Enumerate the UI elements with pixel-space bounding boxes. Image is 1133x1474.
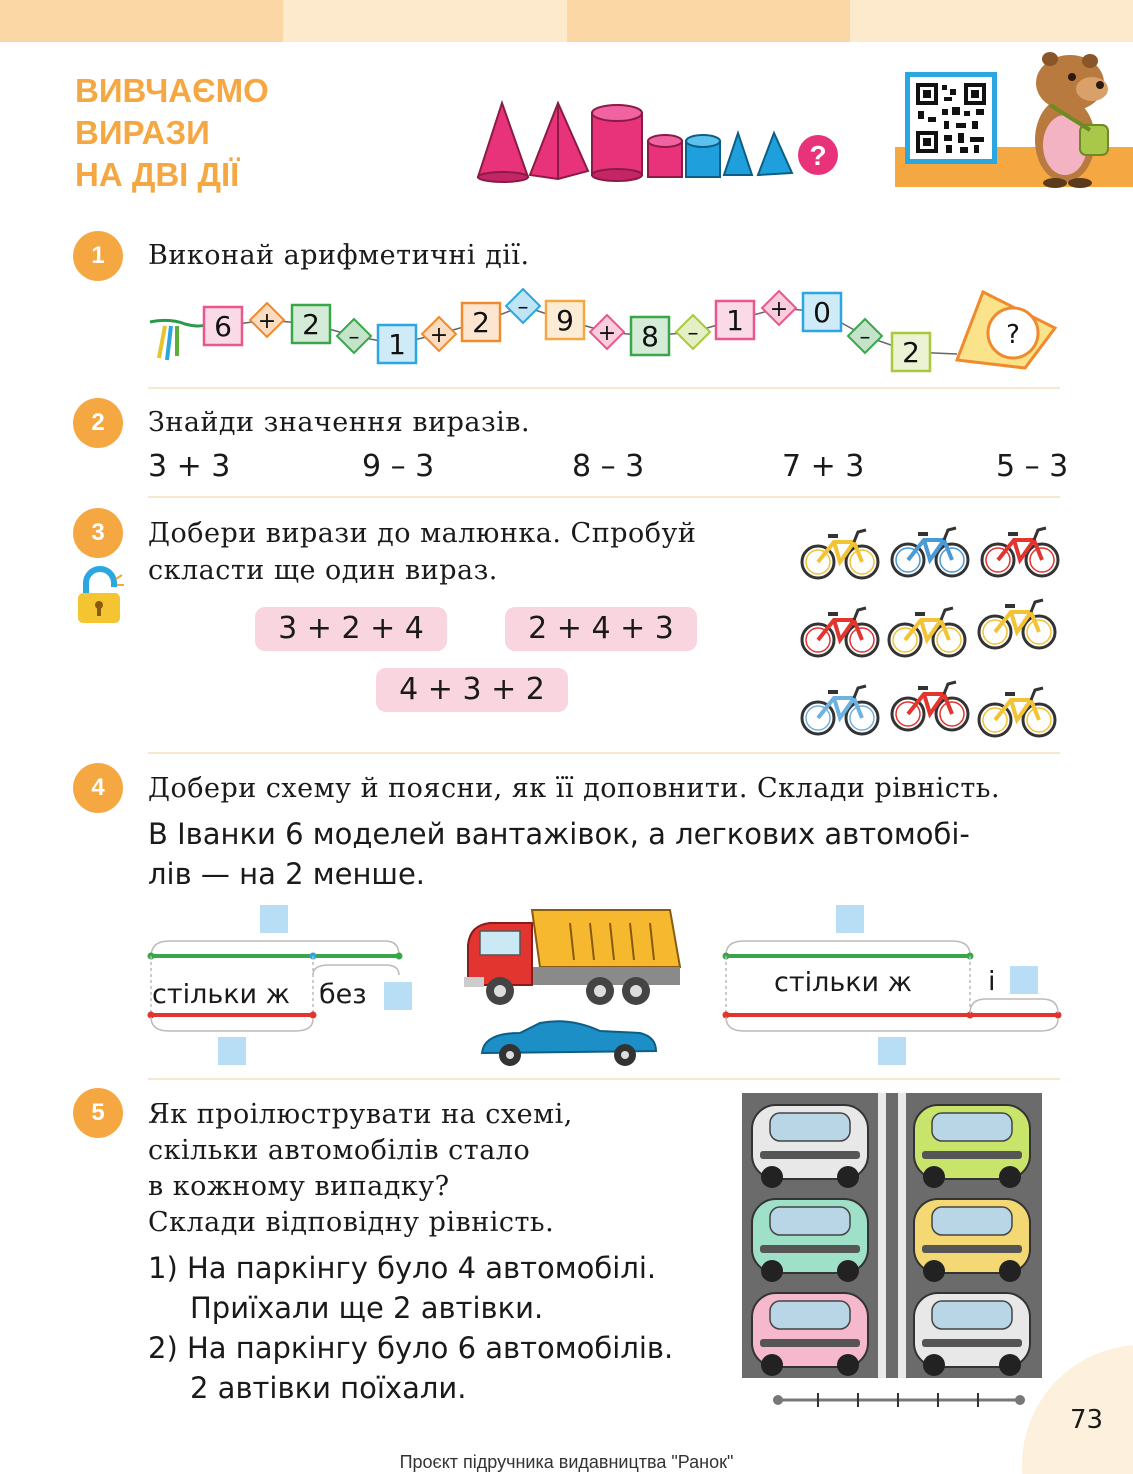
bicycle-icon — [802, 608, 878, 656]
task2-instruction: Знайди значення виразів. — [148, 407, 531, 438]
bicycle-icon — [982, 528, 1058, 576]
expression: 5 – 3 — [996, 449, 1069, 484]
answer-box[interactable] — [878, 1037, 906, 1065]
truck-and-car-illustration — [460, 905, 690, 1075]
chain-operator-diamond — [762, 291, 796, 325]
task-number-badge: 3 — [73, 508, 123, 558]
footer-text: Проєкт підручника видавництва "Ранок" — [399, 1452, 734, 1472]
answer-box[interactable] — [218, 1037, 246, 1065]
svg-text:2: 2 — [302, 308, 320, 341]
lock-icon — [76, 565, 124, 625]
geometric-shapes-illustration — [470, 95, 850, 185]
svg-text:8: 8 — [641, 320, 659, 353]
task4-text-line-2: лів — на 2 менше. — [148, 857, 426, 891]
title-line-1: ВИВЧАЄМО — [75, 72, 269, 109]
parking-lot-illustration — [742, 1093, 1042, 1378]
bicycle-icon — [889, 608, 965, 656]
expression-card: 3 + 2 + 4 — [255, 607, 447, 651]
task1-instruction: Виконай арифметичні дії. — [148, 240, 530, 271]
task3-instruction-line-2: скласти ще один вираз. — [148, 555, 498, 586]
chain-number-card — [378, 325, 416, 363]
svg-text:+: + — [429, 323, 449, 348]
task2-expressions — [148, 447, 1069, 491]
kite-arithmetic-chain — [145, 288, 1065, 378]
scheme-1-label-right: без — [319, 979, 367, 1010]
scheme-1-label-left: стільки ж — [152, 979, 291, 1010]
title-line-3: НА ДВІ ДІЇ — [75, 156, 240, 193]
chain-number-card — [546, 301, 584, 339]
parked-car-icon — [752, 1105, 868, 1188]
task5-instruction-line-4: Склади відповідну рівність. — [148, 1207, 555, 1238]
task5-item-1-line-2: Приїхали ще 2 автівки. — [190, 1291, 544, 1325]
svg-text:1: 1 — [726, 304, 744, 337]
bicycles-illustration — [795, 508, 1065, 740]
task-number-badge: 5 — [73, 1088, 123, 1138]
section-divider — [148, 387, 1060, 389]
svg-text:+: + — [257, 309, 277, 334]
svg-text:+: + — [597, 321, 617, 346]
svg-text:+: + — [769, 297, 789, 322]
bicycle-icon — [892, 528, 968, 576]
svg-text:2: 2 — [472, 306, 490, 339]
page-number: 73 — [1070, 1405, 1104, 1435]
bear-mascot-illustration — [1020, 45, 1115, 190]
task4-instruction: Добери схему й поясни, як її доповнити. Склади рівність. — [148, 773, 1001, 804]
task5-item-2-line-1: 2) На паркінгу було 6 автомобілів. — [148, 1331, 674, 1365]
expression: 9 – 3 — [362, 449, 435, 484]
task-number-badge: 2 — [73, 398, 123, 448]
section-divider — [148, 496, 1060, 498]
chain-operator-diamond — [506, 289, 540, 323]
parked-car-icon — [914, 1199, 1030, 1282]
chain-operator-diamond — [422, 317, 456, 351]
chain-operator-diamond — [337, 319, 371, 353]
kite-tail-ribbons — [150, 320, 207, 360]
shapes-question-mark: ? — [809, 140, 827, 171]
expression-card: 4 + 3 + 2 — [376, 668, 568, 712]
chain-number-card — [631, 317, 669, 355]
qr-code[interactable] — [905, 72, 997, 164]
task-number-badge: 4 — [73, 763, 123, 813]
chain-operator-diamond — [848, 319, 882, 353]
top-color-bar — [0, 0, 1133, 42]
page-title — [75, 70, 269, 196]
chain-number-card — [292, 305, 330, 343]
task4-text-line-1: В Іванки 6 моделей вантажівок, а легкових автомобі- — [148, 817, 970, 851]
task5-instruction-line-1: Як проілюструвати на схемі, — [148, 1099, 573, 1130]
expression: 3 + 3 — [148, 449, 231, 484]
answer-box[interactable] — [260, 905, 288, 933]
answer-box[interactable] — [384, 982, 412, 1010]
svg-text:–: – — [517, 295, 529, 320]
task-number-badge: 1 — [73, 231, 123, 281]
expression: 8 – 3 — [572, 449, 645, 484]
task5-instruction-line-2: скільки автомобілів стало — [148, 1135, 531, 1166]
expression: 7 + 3 — [782, 449, 865, 484]
parked-car-icon — [914, 1293, 1030, 1376]
parked-car-icon — [752, 1199, 868, 1282]
scheme-2-label-right: і — [988, 966, 996, 997]
kite-answer-placeholder: ? — [1006, 320, 1020, 350]
bicycle-icon — [802, 686, 878, 734]
chain-number-card — [803, 293, 841, 331]
svg-text:–: – — [687, 321, 699, 346]
task5-item-1-line-1: 1) На паркінгу було 4 автомобілі. — [148, 1251, 657, 1285]
number-line — [770, 1390, 1030, 1410]
bicycle-icon — [979, 600, 1055, 648]
parked-car-icon — [914, 1105, 1030, 1188]
svg-text:1: 1 — [388, 328, 406, 361]
chain-number-card — [716, 301, 754, 339]
chain-operator-diamond — [250, 303, 284, 337]
answer-box[interactable] — [836, 905, 864, 933]
title-line-2: ВИРАЗИ — [75, 114, 210, 151]
answer-box[interactable] — [1010, 966, 1038, 994]
scheme-2-label-left: стільки ж — [774, 967, 913, 998]
svg-text:9: 9 — [556, 304, 574, 337]
chain-number-card — [462, 303, 500, 341]
svg-text:–: – — [348, 325, 360, 350]
task5-instruction-line-3: в кожному випадку? — [148, 1171, 450, 1202]
chain-operator-diamond — [590, 315, 624, 349]
chain-number-card — [204, 307, 242, 345]
bicycle-icon — [802, 530, 878, 578]
svg-text:6: 6 — [214, 310, 232, 343]
kite-icon — [957, 292, 1055, 368]
chain-number-card — [892, 333, 930, 371]
task5-item-2-line-2: 2 автівки поїхали. — [190, 1371, 467, 1405]
expression-card: 2 + 4 + 3 — [505, 607, 697, 651]
bicycle-icon — [892, 682, 968, 730]
svg-text:–: – — [859, 325, 871, 350]
task3-instruction-line-1: Добери вирази до малюнка. Спробуй — [148, 518, 697, 549]
section-divider — [148, 752, 1060, 754]
bicycle-icon — [979, 688, 1055, 736]
section-divider — [148, 1078, 1060, 1080]
chain-operator-diamond — [676, 315, 710, 349]
svg-text:2: 2 — [902, 336, 920, 369]
qr-code-icon — [910, 77, 992, 159]
svg-text:0: 0 — [813, 296, 831, 329]
parked-car-icon — [752, 1293, 868, 1376]
